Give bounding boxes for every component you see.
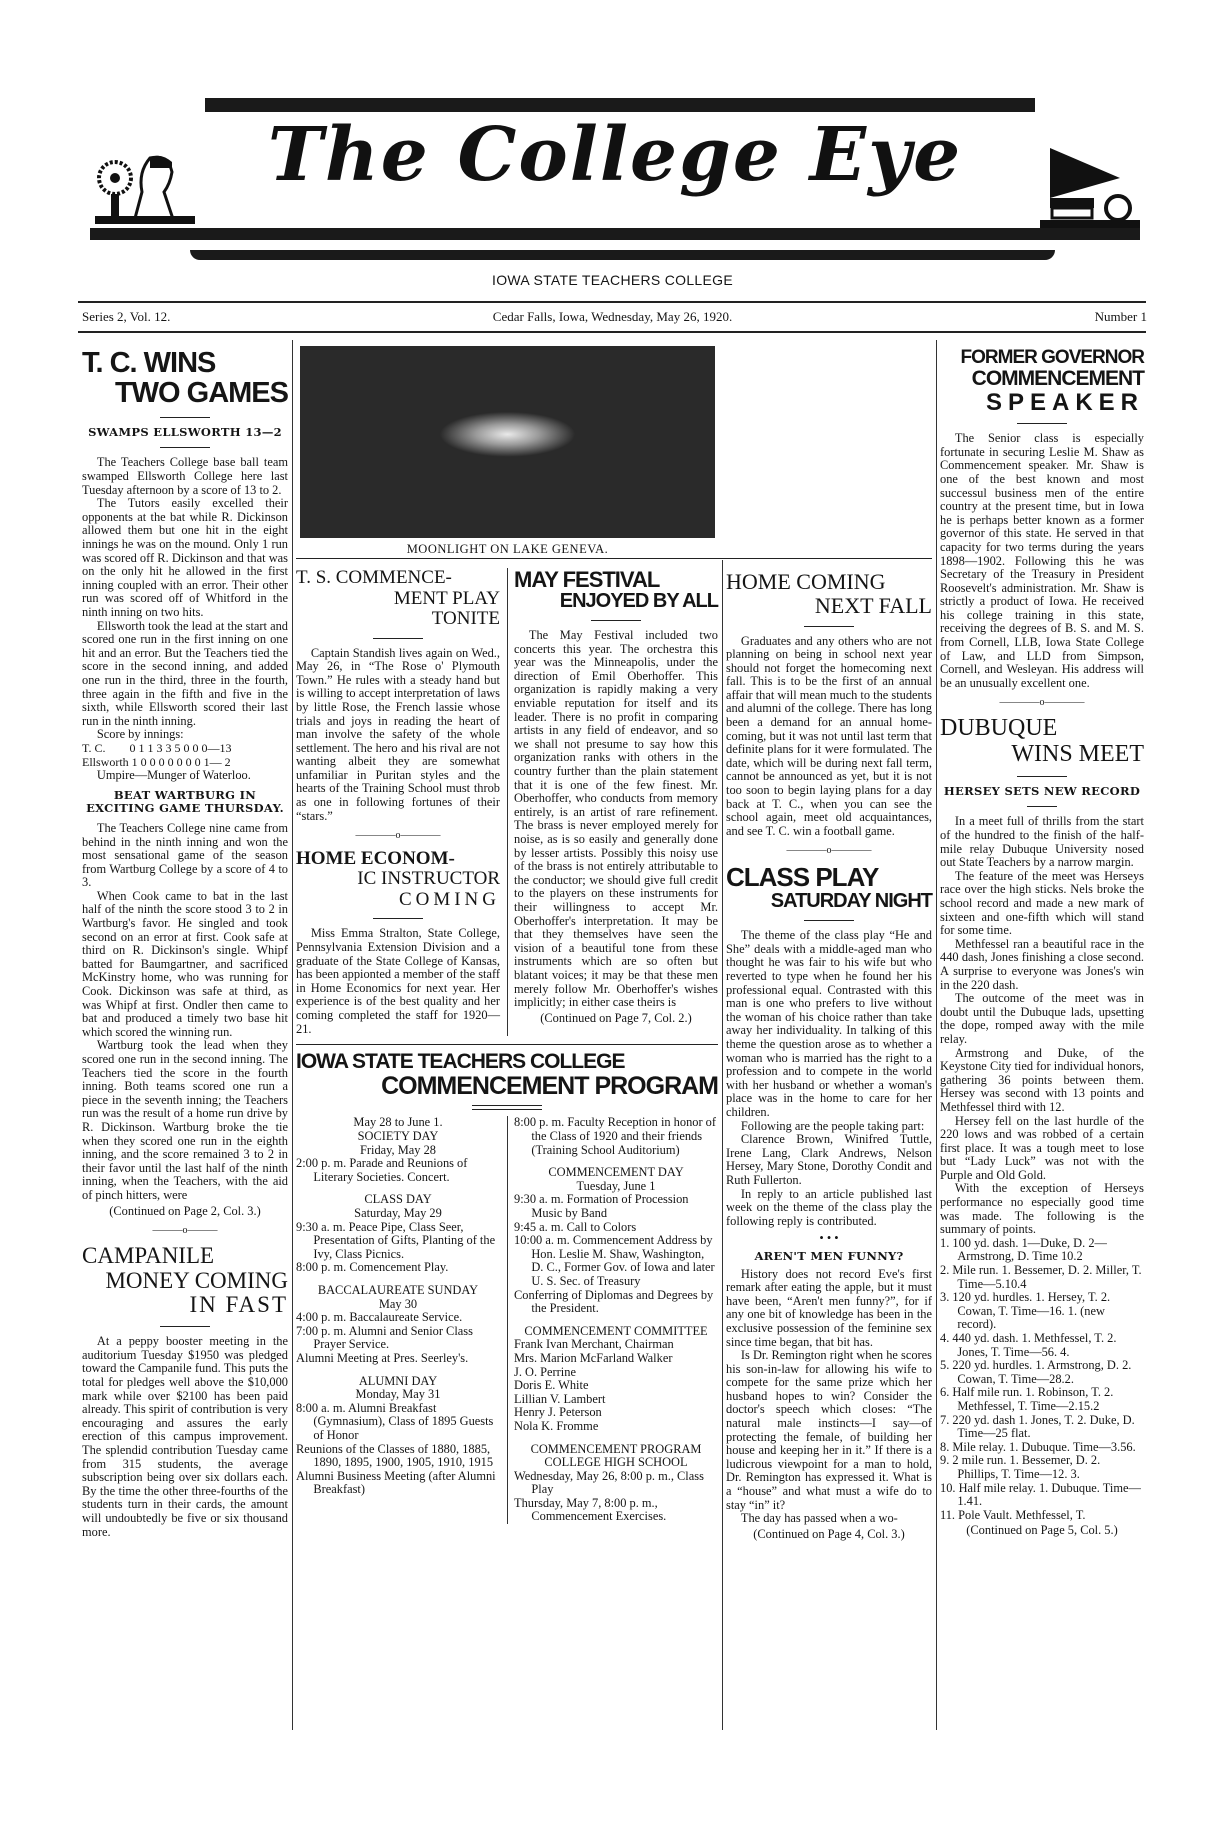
- paragraph: The May Festival included two concerts this year. The orchestra this year was the Minneapolis, under the direction of Emil Oberhoffer. This organization is rapidly making a very enviable reputation for itself and its leader. There is no profit in comparing artists in any field of endeavor, and so we shall not presume to say how this organization ranks with others in the country further than the plain statement that it is one of the few finest. Mr. Oberhoffer, who conducts from memory entirely, is an artist of rare refinement. The brass is never employed merely for noise, as is so easily and generally done by lesser artists. Possibly this noisy use of the brass is not entirely attributable to the conductor; we should give full credit to the players on these instruments for their willingness to accept Mr. Oberhoffer's interpretation. It may be that they themselves have seen the vision of a beautiful tone from these instruments which are so often but blatant voices; it may be that these men merely follow Mr. Oberhoffer's wishes implicitly; in either case theirs is: [514, 628, 718, 1010]
- headline: NEXT FALL: [814, 592, 932, 618]
- paragraph: The feature of the meet was Herseys race over the high sticks. Nels broke the school record and made a new mark of sixteen and one-fifth which will stand for some time.: [940, 868, 1144, 938]
- program-entry: 7:00 p. m. Alumni and Senior Class Prayer Service.: [296, 1323, 473, 1352]
- program-heading: Monday, May 31: [355, 1387, 441, 1402]
- masthead-ornament: [190, 250, 1055, 260]
- program-entry: Wednesday, May 26, 8:00 p. m., Class Play: [514, 1468, 704, 1497]
- continued-link[interactable]: (Continued on Page 7, Col. 2.): [540, 1010, 692, 1025]
- program-entry: 8:00 p. m. Comencement Play.: [296, 1260, 449, 1275]
- masthead-top-border: [205, 98, 1035, 112]
- program-entry: 9:30 a. m. Formation of Procession Music by Band: [514, 1192, 689, 1221]
- result-item: 10. Half mile relay. 1. Dubuque. Time—1.41.: [940, 1480, 1141, 1509]
- result-item: 3. 120 yd. hurdles. 1. Hersey, T. 2. Cowan, T. Time—16. 1. (new record).: [940, 1290, 1111, 1332]
- column-rule: [292, 340, 293, 1730]
- paragraph: Miss Emma Stralton, State College, Pennsylvania Extension Division and a graduate of the State College of Kansas, has been appionted a member of the staff in Home Economics for next year. Her experience is of the best quality and her coming completed the staff for 1920—21.: [296, 926, 500, 1036]
- dateline-bottom-rule: [78, 331, 1146, 333]
- paragraph: Ellsworth took the lead at the start and scored one run in the first inning on one hit and an error. But the Teachers tied the score in the second inning, and added one run in the third, three in the fourth, three again in the fifth and five in the sixth, while Ellsworth scored their last run in the ninth inning.: [82, 618, 288, 728]
- paragraph: When Cook came to bat in the last half of the ninth the score stood 3 to 2 in Wartburg's favor. He singled and took second on an error at first. Cook safe at third on R. Dickinson's single. Whipf batted for Baumgartner, and sacrificed McKinstry home, who was running for Cook. Dickinson was safe at third, as was Whipf at first. Ondler then came to bat and produced a timely two base hit which scored the winning run.: [82, 888, 288, 1039]
- paragraph: The theme of the class play “He and She” deals with a middle-aged man who thought he was fair to his wife but who reverted to type when he found her his professional equal. Contrasted with this man is one who prefers to live without the woman of his choice rather than take away her individuality. In talking of this theme the question arose as to whether a woman who is married has the right to a profession and to compete in the world with her husband or whether a woman's place was in the home to care for her children.: [726, 928, 932, 1120]
- headline: HOME ECONOM-: [296, 847, 455, 869]
- headline: MONEY COMING: [105, 1267, 288, 1293]
- lake-geneva-photo: [300, 346, 715, 538]
- article-tc-wins: T. C. WINS TWO GAMES SWAMPS ELLSWORTH 13—2 The Teachers College base ball team swamped Ellsworth College here last Tuesday afternoon by a score of 13 to 2. The Tutors easily excelled their opponents at the bat while R. Dickinson allowed them but one hit in the eight innings he was on the mound. Only 1 run was scored off R. Dickinson and that was on the only hit he allowed in the first inning coupled with an error. Their other run was scored off of Whitford in the ninth inning on two hits. Ellsworth took the lead at the start and scored one run in the first inning on one hit and an error. But the Teachers tied the score in the second inning, and added one run in the third, three in the fourth, three again in the fifth and five in the sixth, while Ellsworth scored their last run in the ninth inning. Score by innings: T. C. 0 1 1 3 3 5 0 0 0—13 Ellsworth 1 0 0 0 0 0 0 0 1— 2 Umpire—Munger of Waterloo. BEAT WARTBURG IN EXCITING GAME THURSDAY. The Teachers College nine came from behind in the ninth inning and won the most sensational game of the season from Wartburg College by a score of 4 to 3. When Cook came to bat in the last half of the ninth the score stood 3 to 2 in Wartburg's favor. He singled and took second on an error at first. Cook safe at third on R. Dickinson's single. Whipf batted for Baumgartner, and sacrificed McKinstry home, who was running for Cook. Dickinson was safe at third, as was Whipf at first. Ondler then came to bat and produced a timely two base hit which scored the winning run. Wartburg took the lead when they scored one run in the second inning. The Teachers tied the score in the fourth inning. Both teams scored one run a piece in the seventh inning; the Teachers run was the result of a home run drive by R. Dickinson. Wartburg broke the tie when they scored one run in the eighth inning, and the score remained 3 to 2 in their favor until the last half of the ninth inning, when the Teachers, with the aid of pinch hitters, were (Continued on Page 2, Col. 3.) ———o——— CAMPANILE MONEY COMING IN FAST At a peppy booster meeting in the auditorium Tuesday $1950 was pledged toward the Campanile fund. This puts the total for pledges well above the $10,000 mark while over $2100 has been paid already. This spirit of contribution is very encouraging and assures the early erection of this campus improvement. The splendid contribution Tuesday came from 315 students, the average subscription being over six dollars each. By the time the other three-fourths of the students turn in their cards, the amount will undoubtedly be five or six thousand more.: [82, 347, 288, 1539]
- column-rule: [722, 560, 723, 1730]
- paragraph: Is Dr. Remington right when he scores his son-in-law for allowing his wife to compete for the same prize which her husband hopes to win? Consider the doctor's speech which closes: “The natural male instincts—I say—of protecting the female, of building her house and keeping her in it.” If there is a ludicrous viewpoint for a man to hold, Dr. Remington has expressed it. What is a “house” and what must a wife do to stay “in” it?: [726, 1348, 932, 1512]
- program-heading: COMMENCEMENT PROGRAM COLLEGE HIGH SCHOOL: [530, 1441, 702, 1470]
- headline: DUBUQUE: [940, 715, 1058, 742]
- dateline-top-rule: [78, 301, 1146, 303]
- paragraph: In reply to an article published last week on the theme of the class play the following reply is contributed.: [726, 1186, 932, 1228]
- program-entry: 9:30 a. m. Peace Pipe, Class Seer, Presentation of Gifts, Planting of the Ivy, Class Picnics.: [296, 1219, 496, 1261]
- headline: ENJOYED BY ALL: [559, 590, 718, 613]
- headline: CLASS PLAY: [726, 862, 879, 892]
- paragraph: At a peppy booster meeting in the auditorium Tuesday $1950 was pledged toward the Campanile fund. This puts the total for pledges well above the $10,000 mark while over $2100 has been paid already. This spirit of contribution is very encouraging and assures the early erection of this campus improvement. The splendid contribution Tuesday came from 315 students, the average subscription being over six dollars each. By the time the other three-fourths of the students turn in their cards, the amount will undoubtedly be five or six thousand more.: [82, 1334, 288, 1539]
- paragraph: The Teachers College base ball team swamped Ellsworth College here last Tuesday afternoon by a score of 13 to 2.: [82, 455, 288, 497]
- program-entry: 2:00 p. m. Parade and Reunions of Literary Societies. Concert.: [296, 1156, 468, 1184]
- headline: TONITE: [431, 608, 500, 630]
- section-rule: [296, 1044, 718, 1045]
- program-entry: Alumni Business Meeting (after Alumni Breakfast): [296, 1468, 496, 1497]
- results-list: [940, 1237, 1144, 1522]
- paragraph: Hersey fell on the last hurdle of the 220 lows and was robbed of a certain first place. It was a tough meet to lose but “Lady Luck” was not with the Purple and Old Gold.: [940, 1113, 1144, 1182]
- umpire: Umpire—Munger of Waterloo.: [96, 768, 251, 783]
- program-entry: Henry J. Peterson: [514, 1405, 602, 1420]
- headline: MENT PLAY: [393, 587, 500, 609]
- headline: MAY FESTIVAL: [514, 567, 660, 592]
- column-rule: [507, 568, 508, 1036]
- paragraph: With the exception of Herseys performance no especially good time was made. The following is the summary of points.: [940, 1181, 1144, 1237]
- program-entry: Frank Ivan Merchant, Chairman: [514, 1337, 674, 1352]
- article-governor: FORMER GOVERNOR COMMENCEMENT SPEAKER The Senior class is especially fortunate in securing Leslie M. Shaw as Commencement speaker. Mr. Shaw is one of the best known and most successul business men of the entire country at the present time, but in Iowa he is perhaps better known as a former governor of this state. He served in that capacity for two terms during the years 1898—1902. Following this he was Secretary of the Treasury in President Roosevelt's administration. Mr. Shaw is strictly a product of Iowa. He received his college training in this state, receiving the degrees of B. S. and M. S. from Cornell, LLB, Iowa State College of Law, and LLD from Simpson, Cornell, and Wesleyan. His address will be an unusually excellent one. ————o———— DUBUQUE WINS MEET HERSEY SETS NEW RECORD In a meet full of thrills from the start of the hundred to the finish of the half-mile relay Dubuque University nosed out State Teachers by a narrow margin. The feature of the meet was Herseys race over the high sticks. Nels broke the school record and made a new mark of sixteen and one-fifth which will stand for some time. Methfessel ran a beautiful race in the 440 dash, Jones finishing a close second. A surprise to everyone was Jones's win in the 220 dash. The outcome of the meet was in doubt until the Dubuque lads, upsetting the dope, romped away with the mile relay. Armstrong and Duke, of the Keystone City tied for individual honors, gathering 36 points between them. Hersey was second with 13 points and Methfessel third with 12. Hersey fell on the last hurdle of the 220 lows and was robbed of a certain first place. It was a tough meet to lose but “Lady Luck” was not with the Purple and Old Gold. With the exception of Herseys performance no especially good time was made. The following is the summary of points. 1. 100 yd. dash. 1—Duke, D. 2—Armstrong, D. Time 10.2 2. Mile run. 1. Bessemer, D. 2. Miller, T. Time—5.10.4 3. 120 yd. hurdles. 1. Hersey, T. 2. Cowan, T. Time—16. 1. (new record). 4. 440 yd. dash. 1. Methfessel, T. 2. Jones, T. Time—56. 4. 5. 220 yd. hurdles. 1. Armstrong, D. 2. Cowan, T. Time—28.2. 6. Half mile run. 1. Robinson, T. 2. Methfessel, T. Time—2.15.2 7. 220 yd. dash 1. Jones, T. 2. Duke, D. Time—25 flat. 8. Mile relay. 1. Dubuque. Time—3.56. 9. 2 mile run. 1. Bessemer, D. 2. Phillips, T. Time—12. 3. 10. Half mile relay. 1. Dubuque. Time—1.41. 11. Pole Vault. Methfessel, T. (Continued on Page 5, Col. 5.): [940, 347, 1144, 1538]
- paragraph: History does not record Eve's first remark after eating the apple, but it must have been, “Aren't men funny?”, for if any one bit of knowledge has been in the exclusive possession of the feminine sex since time began, that bit has.: [726, 1266, 932, 1349]
- program-entry: Thursday, May 7, 8:00 p. m., Commencement Exercises.: [514, 1495, 667, 1524]
- headline: COMMENCEMENT: [971, 366, 1144, 390]
- headline: IC INSTRUCTOR: [357, 868, 500, 890]
- section-rule: [296, 558, 932, 559]
- issue-number: Number 1: [1094, 309, 1147, 324]
- paragraph: In a meet full of thrills from the start of the hundred to the finish of the half-mile relay Dubuque University nosed out State Teachers by a narrow margin.: [940, 814, 1144, 870]
- result-item: 6. Half mile run. 1. Robinson, T. 2. Methfessel, T. Time—2.15.2: [940, 1385, 1114, 1413]
- box-score-ellsworth: Ellsworth 1 0 0 0 0 0 0 0 1— 2: [82, 754, 231, 769]
- headline: IOWA STATE TEACHERS COLLEGE: [296, 1050, 625, 1074]
- program-entry: Mrs. Marion McFarland Walker: [514, 1350, 673, 1365]
- subheadline: AREN'T MEN FUNNY?: [754, 1248, 904, 1263]
- headline: CAMPANILE: [82, 1242, 215, 1268]
- paragraph: Methfessel ran a beautiful race in the 440 dash, Jones finishing a close second. A surprise to everyone was Jones's win in the 220 dash.: [940, 936, 1144, 992]
- result-item: 4. 440 yd. dash. 1. Methfessel, T. 2. Jones, T. Time—56. 4.: [940, 1331, 1117, 1359]
- headline: SATURDAY NIGHT: [770, 890, 932, 913]
- subheadline: HERSEY SETS NEW RECORD: [943, 783, 1141, 798]
- program-heading: SOCIETY DAY: [357, 1129, 439, 1144]
- program-entry: 4:00 p. m. Baccalaureate Service.: [296, 1310, 463, 1325]
- column-rule: [507, 1116, 508, 1524]
- program-entry: 8:00 p. m. Faculty Reception in honor of the Class of 1920 and their friends (Training School Auditorium): [514, 1115, 717, 1157]
- headline: WINS MEET: [1011, 740, 1144, 767]
- program-heading: Saturday, May 29: [354, 1206, 442, 1221]
- program-heading: May 30: [378, 1296, 418, 1311]
- program-entry: Doris E. White: [514, 1378, 589, 1393]
- program-heading: May 28 to June 1.: [353, 1115, 443, 1130]
- headline: IN FAST: [189, 1292, 288, 1318]
- result-item: 5. 220 yd. hurdles. 1. Armstrong, D. 2. Cowan, T. Time—28.2.: [940, 1358, 1132, 1386]
- paragraph: The day has passed when a wo-: [740, 1511, 898, 1526]
- program-entry: J. O. Perrine: [514, 1364, 576, 1379]
- paragraph: Score by innings:: [96, 727, 184, 742]
- college-name: IOWA STATE TEACHERS COLLEGE: [492, 272, 733, 288]
- photo-caption: MOONLIGHT ON LAKE GENEVA.: [406, 542, 609, 556]
- program-entry: 9:45 a. m. Call to Colors: [514, 1219, 637, 1234]
- headline: T. C. WINS: [82, 347, 216, 379]
- paragraph: The Senior class is especially fortunate in securing Leslie M. Shaw as Commencement speaker. Mr. Shaw is one of the best known and most successul business men of the entire country at the present time, but in Iowa he is perhaps better known as a former governor of this state. He served in that capacity for two terms during the years 1898—1902. Following this he was Secretary of the Treasury in President Roosevelt's administration. Mr. Shaw is strictly a product of Iowa. He received his college training in this state, receiving the degrees of B. S. and M. S. from Cornell, LLB, Iowa State College of Law, and LLD from Simpson, Cornell, and Wesleyan. His address will be an unusually excellent one.: [940, 431, 1144, 690]
- headline: SPEAKER: [985, 388, 1144, 416]
- headline: HOME COMING: [726, 569, 886, 594]
- headline: TWO GAMES: [114, 377, 288, 410]
- program-heading: COMMENCEMENT COMMITTEE: [524, 1323, 708, 1338]
- paragraph: Wartburg took the lead when they scored one run in the second inning. The Teachers tied the score in the fourth inning. Both teams scored one run a piece in the seventh inning; the Teachers run was the result of a home run drive by R. Dickinson. Wartburg broke the tie when they scored one run in the eighth inning, and the score remained 3 to 2 in their favor until the last half of the ninth inning, when the Teachers, with the aid of pinch hitters, were: [82, 1038, 288, 1202]
- program-entry: Lillian V. Lambert: [514, 1391, 606, 1406]
- paragraph: The outcome of the meet was in doubt until the Dubuque lads, upsetting the dope, romped away with the mile relay.: [940, 991, 1144, 1046]
- cast-list: Clarence Brown, Winifred Tuttle, Irene Lang, Clark Andrews, Nelson Hersey, Mary Stone, Dorothy Condit and Ruth Fullerton.: [726, 1132, 932, 1187]
- continued-link[interactable]: (Continued on Page 2, Col. 3.): [109, 1203, 261, 1218]
- headline: COMING: [398, 888, 500, 910]
- program-heading: ALUMNI DAY: [358, 1373, 438, 1388]
- paragraph: The Tutors easily excelled their opponents at the bat while R. Dickinson allowed them but one hit in the eight innings he was on the mound. Only 1 run was scored off R. Dickinson and that was on the only hit he allowed in the first inning coupled with an error. Their other run was scored off of Whitford in the ninth inning on two hits.: [82, 496, 288, 619]
- middle-section: [296, 568, 718, 1524]
- continued-link[interactable]: (Continued on Page 4, Col. 3.): [753, 1526, 905, 1541]
- article-home-coming: HOME COMING NEXT FALL Graduates and any others who are not planning on being in school next year should not forget the homecoming next fall. This is to be the first of an annual affair that will mean much to the students and alumni of the college. There has long been a demand for an annual home-coming, but it was not until last term that definite plans for it were formulated. The date, which will be during next fall term, cannot be announced as yet, but it is not too soon to begin laying plans for a day back at T. C., when you can see the school again, meet old acquaintances, and see T. C. win a football game. ————o———— CLASS PLAY SATURDAY NIGHT The theme of the class play “He and She” deals with a middle-aged man who thought he was fair to his wife but who reverted to type when he found her his professional equal. Contrasted with this man is one who prefers to live without the woman of his choice rather than take away her individuality. In talking of this theme the question arose as to whether a woman who is married has the right to a profession and to compete in the world with her husband or whether a woman's place was in the home to care for her children. Following are the people taking part: Clarence Brown, Winifred Tuttle, Irene Lang, Clark Andrews, Nelson Hersey, Mary Stone, Dorothy Condit and Ruth Fullerton. In reply to an article published last week on the theme of the class play the following reply is contributed. • • • AREN'T MEN FUNNY? History does not record Eve's first remark after eating the apple, but it must have been, “Aren't men funny?”, for if any one bit of knowledge has been in the exclusive possession of the feminine sex since time began, that bit has. Is Dr. Remington right when he scores his son-in-law for allowing his wife to compete for the same prize which her husband hopes to win? Consider the doctor's speech which closes: “The natural male instincts—I say—of protecting the female, of building her house and keeping her in it.” If there is a ludicrous viewpoint for a man to hold, Dr. Remington has expressed it. What is a “house” and what must a wife do to stay “in” it? The day has passed when a wo- (Continued on Page 4, Col. 3.): [726, 569, 932, 1541]
- result-item: 1. 100 yd. dash. 1—Duke, D. 2—Armstrong, D. Time 10.2: [940, 1235, 1107, 1264]
- program-heading: Tuesday, June 1: [576, 1178, 656, 1193]
- result-item: 11. Pole Vault. Methfessel, T.: [940, 1507, 1086, 1522]
- program-heading: BACCALAUREATE SUNDAY: [317, 1282, 479, 1297]
- program-entry: 10:00 a. m. Commencement Address by Hon. Leslie M. Shaw, Washington, D. C., Former Gov. of Iowa and later U. S. Sec. of Treasury: [514, 1233, 715, 1288]
- masthead-bottom-border: [90, 228, 1140, 240]
- program-heading: Friday, May 28: [360, 1142, 436, 1157]
- result-item: 7. 220 yd. dash 1. Jones, T. 2. Duke, D. Time—25 flat.: [940, 1412, 1135, 1441]
- section-break: • • •: [819, 1231, 839, 1246]
- continued-link[interactable]: (Continued on Page 5, Col. 5.): [966, 1523, 1118, 1538]
- column-rule: [936, 340, 937, 1730]
- program-right-column: [514, 1116, 718, 1524]
- series-volume: Series 2, Vol. 12.: [82, 309, 171, 324]
- article-ts-play: T. S. COMMENCE- MENT PLAY TONITE Captain Standish lives again on Wed., May 26, in “The Rose o' Plymouth Town.” He rules with a steady hand but is willing to accept interpretation of laws by little Rose, the French lassie whose trials and joys in reading the heart of man involve the safety of the whole settlement. The hero and his rival are not wanting albeit they are somewhat unfamiliar in Puritan styles and the hearts of the Training School must throb as one in following fortunes of their “stars.” ————o———— HOME ECONOM- IC INSTRUCTOR COMING Miss Emma Stralton, State College, Pennsylvania Extension Division and a graduate of the State College of Kansas, has been appionted a member of the staff in Home Economics for next year. Her experience is of the best quality and her coming completed the staff for 1920—21.: [296, 567, 500, 1036]
- program-heading: COMMENCEMENT DAY: [548, 1165, 684, 1180]
- headline: FORMER GOVERNOR: [960, 347, 1144, 368]
- headline: COMMENCEMENT PROGRAM: [381, 1072, 718, 1101]
- dateline: Cedar Falls, Iowa, Wednesday, May 26, 1920.: [492, 309, 733, 324]
- subheadline: BEAT WARTBURG IN EXCITING GAME THURSDAY.: [86, 787, 284, 816]
- program-entry: 8:00 a. m. Alumni Breakfast (Gymnasium), Class of 1895 Guests of Honor: [296, 1400, 494, 1442]
- result-item: 9. 2 mile run. 1. Bessemer, D. 2. Phillips, T. Time—12. 3.: [940, 1453, 1101, 1481]
- program-entry: Alumni Meeting at Pres. Seerley's.: [296, 1350, 469, 1365]
- reader-illustration-icon: [95, 150, 195, 225]
- paragraph: Following are the people taking part:: [740, 1118, 925, 1133]
- article-commencement-program: [296, 1051, 718, 1116]
- paragraph: The Teachers College nine came from behind in the ninth inning and won the most sensational game of the season from Wartburg College by a score of 4 to 3.: [82, 820, 288, 890]
- paragraph: Graduates and any others who are not planning on being in school next year should not forget the homecoming next fall. This is to be the first of an annual affair that will mean much to the students and alumni of the college. There has long been a demand for an annual home-coming, but it was not until last term that definite plans for it were formulated. The date, which will be during next fall term, cannot be announced as yet, but it is not too soon to begin laying plans for a day back at T. C., when you can see the school again, meet old acquaintances, and see T. C. win a football game.: [726, 633, 932, 838]
- program-entry: Reunions of the Classes of 1880, 1885, 1890, 1895, 1900, 1905, 1910, 1915: [296, 1441, 494, 1470]
- program-entry: Nola K. Fromme: [514, 1418, 599, 1433]
- program-heading: CLASS DAY: [364, 1192, 432, 1207]
- box-score-tc: T. C. 0 1 1 3 3 5 0 0 0—13: [82, 740, 232, 755]
- paragraph: Armstrong and Duke, of the Keystone City tied for individual honors, gathering 36 points between them. Hersey was second with 13 points and Methfessel third with 12.: [940, 1045, 1144, 1114]
- headline: T. S. COMMENCE-: [296, 567, 452, 588]
- newspaper-title: The College Eye: [267, 112, 963, 198]
- program-left-column: [296, 1116, 500, 1524]
- subheadline: SWAMPS ELLSWORTH 13—2: [88, 424, 282, 439]
- paragraph: Captain Standish lives again on Wed., May 26, in “The Rose o' Plymouth Town.” He rules with a steady hand but is willing to accept interpretation of laws by little Rose, the French lassie whose trials and joys in reading the heart of man involve the safety of the whole settlement. The hero and his rival are not wanting albeit they are somewhat unfamiliar in Puritan styles and the hearts of the Training School must throb as one in following fortunes of their “stars.”: [296, 645, 500, 823]
- program-entry: Conferring of Diplomas and Degrees by the President.: [514, 1287, 714, 1316]
- books-pennant-icon: [1040, 140, 1140, 228]
- article-may-festival: [514, 568, 718, 1036]
- result-item: 8. Mile relay. 1. Dubuque. Time—3.56.: [940, 1439, 1136, 1454]
- result-item: 2. Mile run. 1. Bessemer, D. 2. Miller, T. Time—5.10.4: [940, 1263, 1142, 1291]
